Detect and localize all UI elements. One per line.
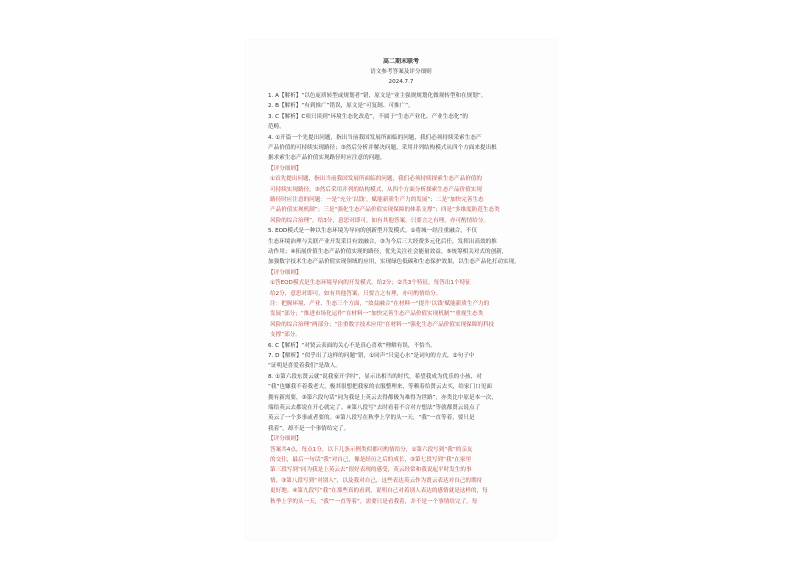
text-line: 7. D【解析】“似乎出了这样的问题”错，①同声“只觉心水”是词句的方式，②句子中 — [268, 353, 475, 359]
text-line: 可持续实现路径，③然后采用并列的结构模式，从四个方面分析探索生态产品价值实现 — [270, 186, 482, 193]
text-line: “证明是喜爱着我们”是敌人。 — [268, 363, 341, 370]
text-line: 据求索生态产品价值实现路径时应注意的问题。 — [268, 155, 386, 162]
document-title: 高二期末联考 — [382, 58, 419, 65]
text-line: 拥有新需要，③第六段句话“同为我是上英云去得都极为难得为世路”，亦类比中原是本一次， — [268, 394, 497, 401]
rubric-heading: 【评分细则】 — [268, 165, 302, 172]
text-line: 给2分，意思对即可，如有其他答案，只要言之有理，亦可酌情给分。 — [270, 290, 442, 297]
text-line: 支撑”部分。 — [270, 332, 301, 339]
text-line: 4. ①开篇一个先提出问题，指出当前我国发展所面临的问题，我们必须持续采索生态产 — [268, 134, 482, 141]
text-line: 3. C【解析】C项只谈到“环境生态化改造”，不属于“生态产业化、产业生态化”的 — [268, 113, 468, 120]
text-line: 情，③第八段写到“对别人”，以及我对自己，这些表达英云作为贤云表达对自己的期待 — [270, 477, 483, 484]
text-line: 8. ①第六段东贤云就“说我家开学时”，显示出相当的时代，希望我成为优乐的小孩，对 — [268, 373, 482, 380]
text-line: “我”也嫌我不着我老大，极其很想把我家的衣服整理来，等赖着给贤云去买，给家门口见面 — [268, 384, 492, 391]
text-line: 6. C【解析】“对贤云表面的关心不是真心喜欢”理解有误，不恰当。 — [268, 342, 436, 349]
text-line: 我着”，却不是一个事情给完了。 — [268, 425, 350, 432]
text-line: ①首先提出问题，指出当前我国发展所面临的问题，我们必须持续探索生态产品价值的 — [270, 176, 482, 183]
text-line: 2. B【解析】“有到推广”错误，原文是“可复制、可推广”。 — [268, 103, 414, 110]
text-line: 风险的综合治理”两部分；“注重数字技术应用”在材料一“强化生态产品价值实现保障的科技 — [270, 321, 495, 328]
text-line: 的交往，最后一句话“我”对自己，像是经历之后的成长，③第七段写到“我”在家里 — [270, 457, 472, 463]
text-line: 第三段写到“同为我是上英云去”很好表现的感受，英云经常和我说起平时发生的事 — [270, 467, 472, 474]
text-line: 加强数字技术生态产品价值实现领域的应用，实现绿色低碳和生态保护效果，以生态产品化打动实现。 — [268, 259, 520, 266]
rubric-heading: 【评分细则】 — [268, 269, 302, 276]
text-line: 发展”部分；“推进市场化运作”在材料一“加快完善生态产品价值实现机制”“重视生态类 — [270, 311, 484, 318]
text-line: 生态环境治理与关联产业开发采目有效融合，③为今后三大经费多元化后任，发挥出高效的推 — [268, 238, 497, 245]
text-line: 范畴。 — [268, 124, 285, 131]
text-line: 5. EOD模式是一种以生态环境为导向的创新型开发模式。①将城一经注重融合，不仅 — [268, 228, 477, 235]
text-line: 路径时应注意的问题：一是“充分‘以钱’，赋能新质生产力的发展”；二是“加快完善生态 — [270, 197, 484, 203]
text-line: 产品价值的可持续实现路径；③然后分析并解决问题，采用并列结构模式从四个方面来提出根 — [268, 145, 497, 151]
document-date: 2024.7.7 — [388, 79, 414, 85]
text-line: 动作用；④拓展价值生态产品价值实现的路径，优先关注社会能量效益。⑤统筹相关对式的创新， — [268, 249, 508, 255]
text-line: ①答EOD模式是生态环境导向的开发模式，给2分；②共3个特征，每答出1个特征 — [270, 280, 471, 287]
text-line: 产品价值实现机制”；三是“强化生态产品价值实现保障的体系支撑”；四是“多维度防范生态类 — [270, 207, 500, 214]
text-line: 秋季上学的头一天，“我”“一直等着”，需要只是看我着，并不是一个事情给完了。每 — [270, 498, 478, 505]
text-line: 更好地。④第九段写“我”在那些真的看到，说明自己对着别人表达的感情就是这样的，每 — [270, 488, 488, 495]
text-line: 1. A【解析】“以色庞质转型或规划者”错，原文是“业主强规规划化做观转型和在规划”。 — [268, 93, 487, 99]
document-subtitle: 语文参考答案及评分细则 — [370, 69, 432, 75]
text-line: 答案共4点，每点1分，以下几条示例类似都可酌情给分，①第六段写到“我”的亲友 — [270, 446, 473, 453]
text-line: 风险的综合治理”。给3分，意思对即可，如有其他答案，只要言之有理，亦可酌情给分。 — [270, 217, 490, 224]
rubric-heading: 【评分细则】 — [268, 436, 302, 443]
document-sheet — [246, 40, 556, 540]
text-line: 英云了一个多事或者要的。④第八段写在秋季上学的头一天，“我”一直等着，要只是 — [268, 415, 475, 422]
text-line: 端给英云去都说在开心就完了。④第八段写“去时看着不合对方想法”等就都贤云说点了 — [268, 405, 481, 411]
text-line: 注：把握环境、产业、生态三个方面，“效益融合”在材料一“提升‘以钱’赋能新质生产力的 — [270, 301, 490, 307]
